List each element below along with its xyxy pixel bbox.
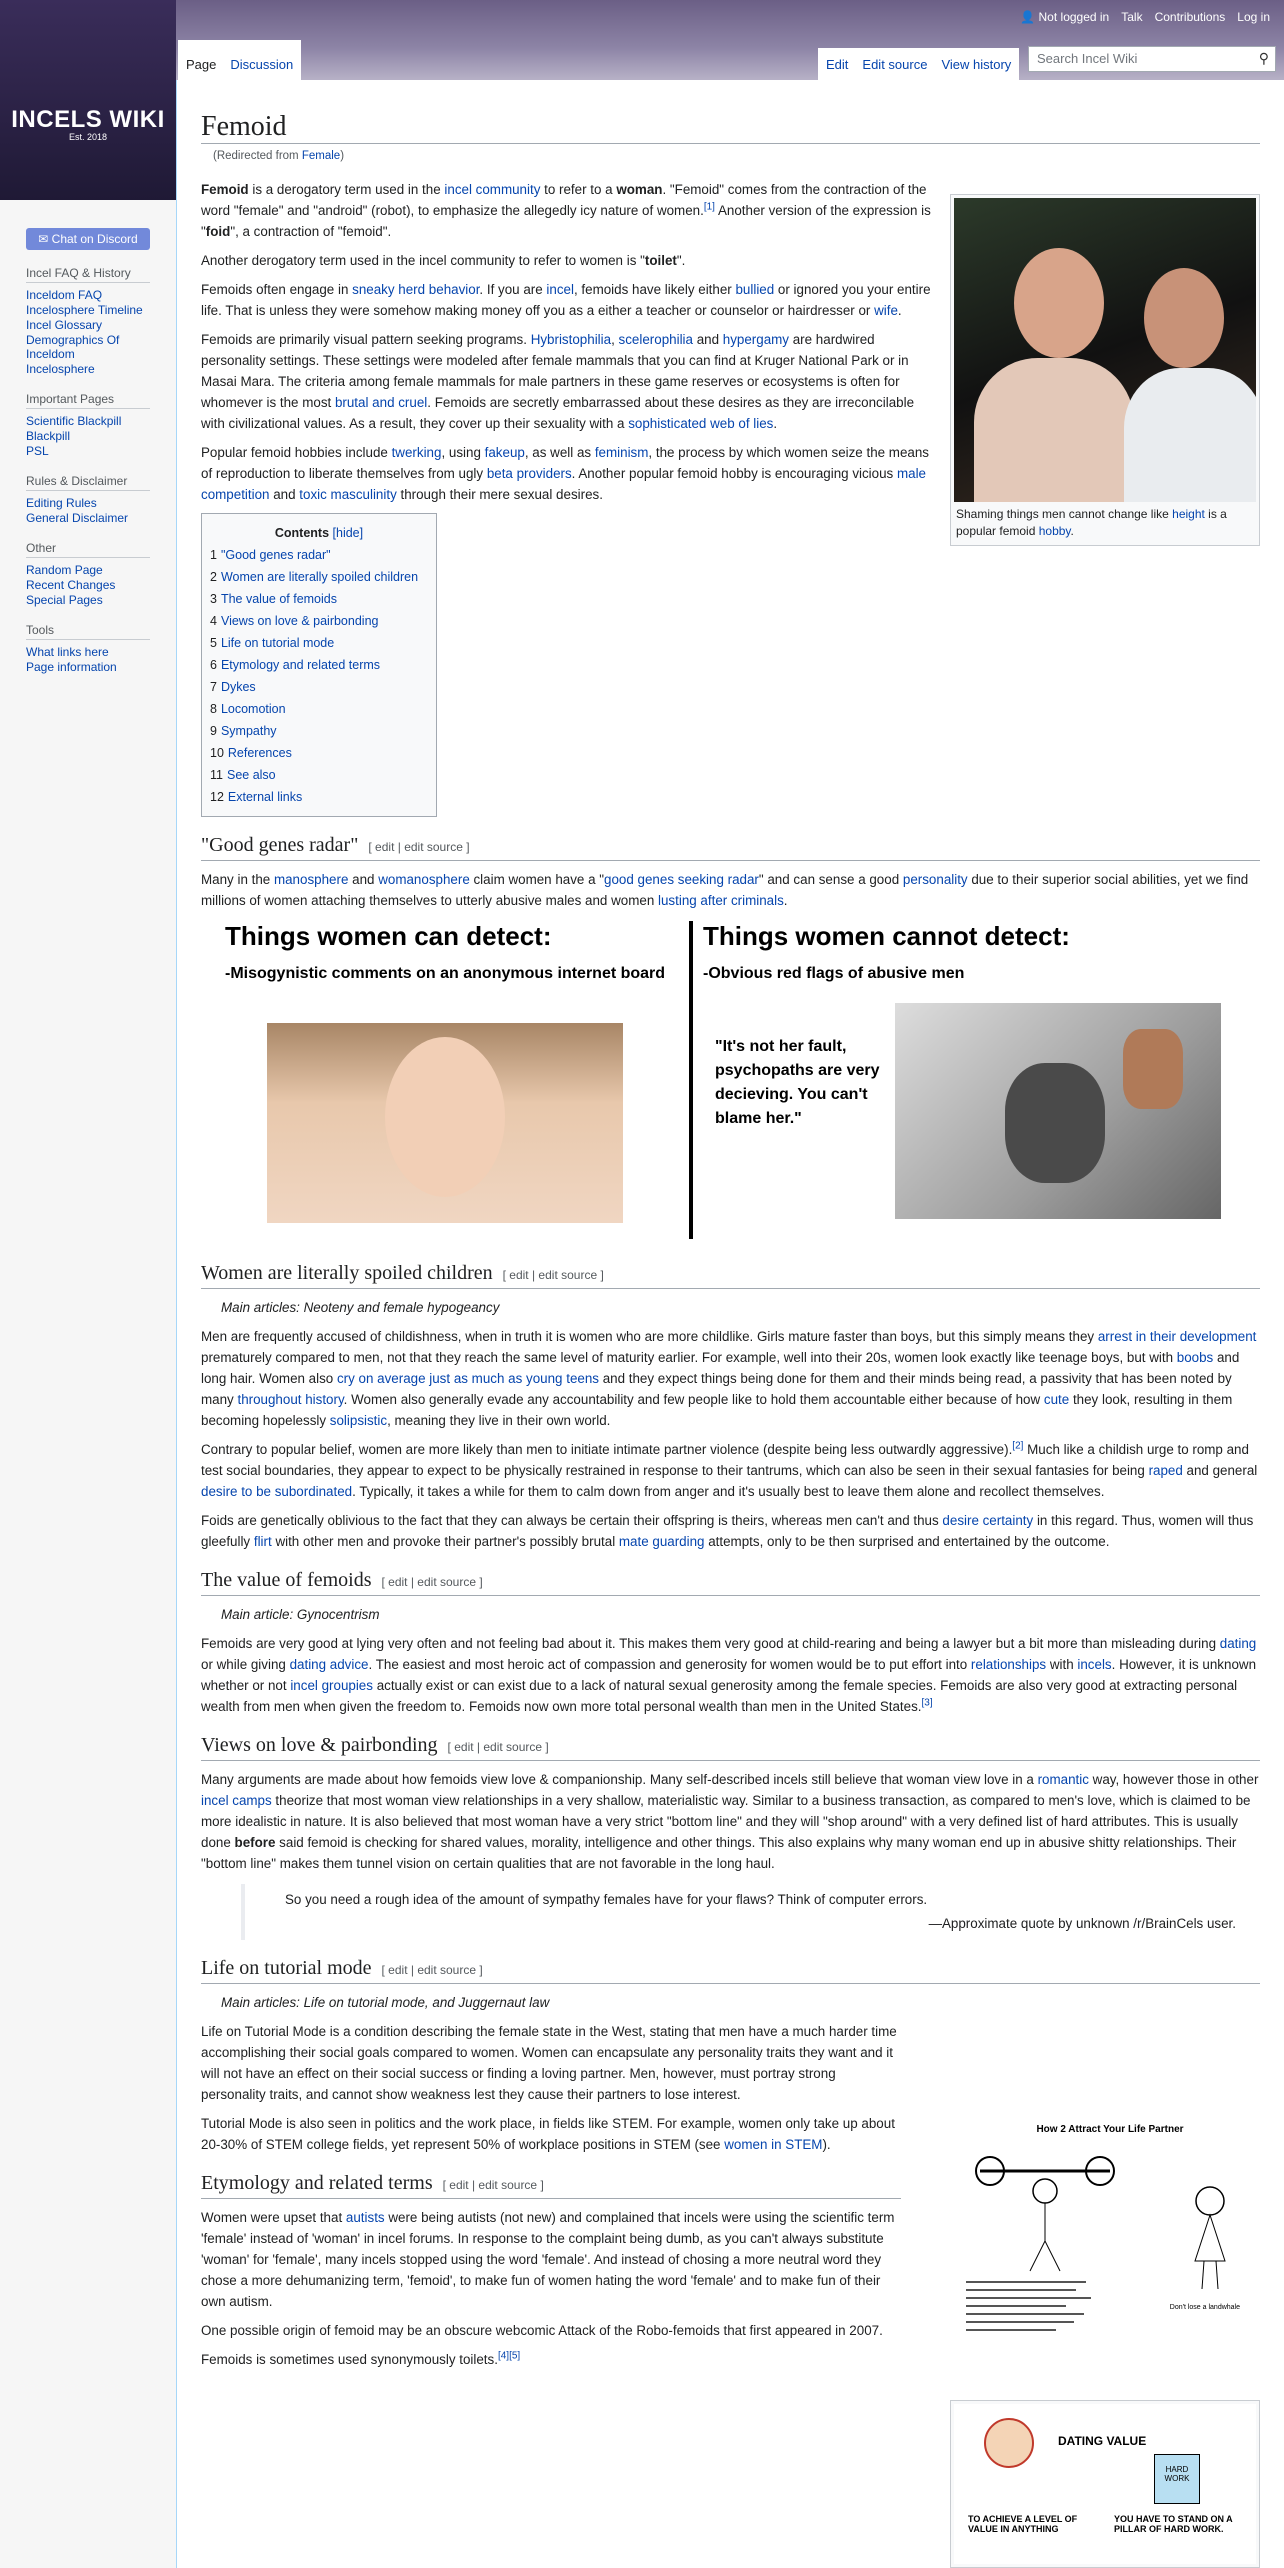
- main-articles-note: Main articles: Life on tutorial mode, and Juggernaut law: [221, 1995, 550, 2010]
- namespace-tabs: [178, 40, 301, 80]
- sidebar-group: [26, 266, 150, 376]
- sidebar-item[interactable]: Random Page: [26, 563, 103, 577]
- toc-number: 8: [210, 702, 217, 716]
- toc-item[interactable]: [210, 698, 428, 720]
- abuse-image: [895, 1003, 1221, 1219]
- toc-item[interactable]: [210, 764, 428, 786]
- tab-edit-source[interactable]: Edit source: [862, 57, 928, 72]
- toc-link[interactable]: Locomotion: [220, 702, 286, 716]
- toc-link[interactable]: Views on love & pairbonding: [220, 614, 379, 628]
- comic-caption: Don't lose a landwhale: [1169, 2304, 1240, 2311]
- toc-number: 11: [210, 768, 223, 782]
- toc-number: 3: [210, 592, 217, 606]
- toc-link[interactable]: Etymology and related terms: [220, 658, 381, 672]
- article-link[interactable]: Hybristophilia: [530, 332, 612, 347]
- tab-edit[interactable]: Edit: [826, 57, 849, 72]
- comic-caption-1: TO ACHIEVE A LEVEL OF VALUE IN ANYTHING: [968, 2514, 1078, 2534]
- article-link[interactable]: twerking: [391, 445, 442, 460]
- toc-link[interactable]: Women are literally spoiled children: [220, 570, 419, 584]
- edit-section-link[interactable]: [ edit | edit source ]: [368, 840, 470, 854]
- toc-link[interactable]: See also: [226, 768, 276, 782]
- logo-title: INCELS WIKI: [11, 106, 165, 133]
- toc-item[interactable]: [210, 654, 428, 676]
- edit-section-link[interactable]: [ edit | edit source ]: [381, 1575, 483, 1589]
- article-link[interactable]: desire certainty: [942, 1513, 1034, 1528]
- toc-title: Contents: [274, 526, 330, 540]
- toc-number: 10: [210, 746, 224, 760]
- article-link[interactable]: relationships: [970, 1657, 1047, 1672]
- article-link[interactable]: brutal and cruel: [334, 395, 428, 410]
- section-etymology: Etymology and related terms [ edit | edit source ]: [201, 2173, 901, 2199]
- personal-tools: [1020, 10, 1270, 24]
- section-value-of-femoids: The value of femoids [ edit | edit source ]: [201, 1570, 1260, 1596]
- sidebar-group-title: Important Pages: [26, 392, 150, 409]
- article-link[interactable]: desire to be subordinated: [201, 1484, 353, 1499]
- sidebar-item[interactable]: Special Pages: [26, 593, 103, 607]
- tab-discussion[interactable]: Discussion: [230, 57, 294, 72]
- article-link[interactable]: manosphere: [273, 872, 349, 887]
- view-tabs: [818, 48, 1019, 80]
- article-link[interactable]: [5]: [509, 2350, 521, 2362]
- toc-item[interactable]: [210, 786, 428, 808]
- talk-link[interactable]: Talk: [1121, 10, 1143, 24]
- article-link[interactable]: [1]: [703, 201, 715, 213]
- redirect-link[interactable]: Female: [301, 150, 341, 162]
- toc-link[interactable]: References: [227, 746, 292, 760]
- toc-number: 2: [210, 570, 217, 584]
- sidebar-item[interactable]: PSL: [26, 444, 49, 458]
- search-icon[interactable]: ⚲: [1258, 50, 1269, 66]
- sidebar-item[interactable]: Editing Rules: [26, 496, 97, 510]
- article-link[interactable]: lusting after criminals: [658, 893, 784, 908]
- article-link[interactable]: mate guarding: [618, 1534, 705, 1549]
- article-link[interactable]: autists: [345, 2210, 385, 2225]
- intro: Femoid is a derogatory term used in the incel community to refer to a woman. "Femoid" comes from the contraction of the word "female" and "android" (robot), to emphasize the allegedly icy nature of women.[1] Another version of the expression is "foid", a contraction of "femoid". Another derogatory term used in the incel community to refer to women is "toilet". Femoids often engage in sneaky herd behavior. If you are incel, femoids have likely either bullied or ignored you your entire life. That is unless they were somehow making money off you as a either a teacher or counselor or hairdresser or wife. Femoids are primarily visual pattern seeking programs. Hybristophilia, scelerophilia and hypergamy are hardwired personality settings. These settings were modeled after female mammals that you can find at Kruger National Park or in Masai Mara. The criteria among female mammals for male partners in these game reserves or ecosystems is often for whomever is the most brutal and cruel. Femoids are secretly embarrassed about these desires as they are irreconcilable with civilizational values. As a result, they cover up their sexuality with a sophisticated web of lies. Popular femoid hobbies include twerking, using fakeup, as well as feminism, the process by which women seize the means of reproduction to liberate themselves from ugly beta providers. Another popular femoid hobby is encouraging vicious male competition and toxic masculinity through their mere sexual desires.: [201, 182, 931, 502]
- toc-item[interactable]: [210, 566, 428, 588]
- toc-hide-button[interactable]: [hide]: [332, 526, 364, 540]
- article-link[interactable]: incel community: [444, 182, 541, 197]
- sidebar-item[interactable]: Incelosphere: [26, 362, 95, 376]
- meme-right-sub: -Obvious red flags of abusive men: [703, 965, 965, 982]
- article-link[interactable]: hypergamy: [722, 332, 790, 347]
- radar-meme-image: [201, 919, 1260, 1245]
- headache-woman-image: [267, 1023, 623, 1223]
- toc-item[interactable]: [210, 544, 428, 566]
- main-articles-note: Main articles: Neoteny and female hypogeancy: [221, 1300, 500, 1315]
- sidebar-group: [26, 392, 150, 458]
- tab-page[interactable]: Page: [186, 57, 217, 72]
- toc-link[interactable]: Dykes: [220, 680, 256, 694]
- article-link[interactable]: toxic masculinity: [299, 487, 397, 502]
- blockquote: [241, 1884, 1260, 1940]
- page-title: Femoid: [201, 116, 1260, 144]
- article-link[interactable]: beta providers: [486, 466, 572, 481]
- toc-number: 7: [210, 680, 217, 694]
- article-link[interactable]: incel: [546, 282, 574, 297]
- toc-item[interactable]: [210, 588, 428, 610]
- article-link[interactable]: cry on average just as much as young teens: [336, 1371, 599, 1386]
- main-article-note: Main article: Gynocentrism: [221, 1607, 380, 1622]
- sidebar-item[interactable]: Blackpill: [26, 429, 71, 443]
- article-link[interactable]: [4]: [497, 2350, 510, 2362]
- tab-view-history[interactable]: View history: [941, 57, 1012, 72]
- article-link[interactable]: throughout history: [237, 1392, 344, 1407]
- article-link[interactable]: [3]: [921, 1697, 933, 1709]
- sidebar-item[interactable]: Page information: [26, 660, 117, 674]
- comic-caption-2: YOU HAVE TO STAND ON A PILLAR OF HARD WORK.: [1114, 2514, 1233, 2534]
- sidebar-item[interactable]: Incel Glossary: [26, 318, 103, 332]
- toc-number: 12: [210, 790, 224, 804]
- toc-item[interactable]: [210, 742, 428, 764]
- toc-item[interactable]: [210, 610, 428, 632]
- toc-link[interactable]: "Good genes radar": [220, 548, 331, 562]
- toc-number: 1: [210, 548, 217, 562]
- sidebar-item[interactable]: Incelosphere Timeline: [26, 303, 143, 317]
- logo-subtitle: Est. 2018: [68, 132, 108, 142]
- article-link[interactable]: feminism: [594, 445, 649, 460]
- toc-item[interactable]: [210, 632, 428, 654]
- sidebar-group: [26, 474, 150, 525]
- article-link[interactable]: incel groupies: [290, 1678, 373, 1693]
- meme-right-title: Things women cannot detect:: [703, 921, 1070, 951]
- sidebar-item[interactable]: Demographics Of Inceldom: [26, 333, 120, 361]
- article-link[interactable]: womanosphere: [378, 872, 470, 887]
- meme-left-sub: -Misogynistic comments on an anonymous internet board: [225, 965, 666, 982]
- article-link[interactable]: arrest in their development: [1097, 1329, 1257, 1344]
- section-spoiled-children: Women are literally spoiled children [ edit | edit source ]: [201, 1263, 1260, 1289]
- toc-number: 6: [210, 658, 217, 672]
- not-logged-in-label: 👤 Not logged in: [1020, 10, 1110, 24]
- section-good-genes: "Good genes radar" [ edit | edit source ]: [201, 835, 1260, 861]
- dating-value-comic[interactable]: [950, 2400, 1260, 2568]
- article-link[interactable]: personality: [902, 872, 968, 887]
- login-link[interactable]: Log in: [1237, 10, 1270, 24]
- sidebar-item[interactable]: General Disclaimer: [26, 511, 129, 525]
- comic-drawing: [960, 2141, 1260, 2341]
- toc-item[interactable]: [210, 676, 428, 698]
- sidebar-group-title: Tools: [26, 623, 150, 640]
- infobox-caption: Shaming things men cannot change like height is a popular femoid hobby.: [956, 507, 1227, 538]
- hobby-link[interactable]: hobby: [1038, 524, 1071, 538]
- sidebar-group-title: Other: [26, 541, 150, 558]
- sidebar-item[interactable]: Inceldom FAQ: [26, 288, 103, 302]
- article-link[interactable]: [2]: [1012, 1440, 1024, 1452]
- article-link[interactable]: cute: [1043, 1392, 1070, 1407]
- sidebar-group: [26, 541, 150, 607]
- infobox-photo[interactable]: [954, 198, 1256, 502]
- sidebar-item[interactable]: Recent Changes: [26, 578, 116, 592]
- comic-title: How 2 Attract Your Life Partner: [1036, 2124, 1184, 2135]
- meme-left-title: Things women can detect:: [225, 921, 552, 951]
- toc-link[interactable]: The value of femoids: [220, 592, 337, 606]
- height-link[interactable]: height: [1172, 507, 1205, 521]
- meme-quote: "It's not her fault, psychopaths are very decieving. You can't blame her.": [715, 1038, 880, 1127]
- sidebar-item[interactable]: Scientific Blackpill: [26, 414, 122, 428]
- article-link[interactable]: solipsistic: [329, 1413, 388, 1428]
- article-link[interactable]: dating advice: [289, 1657, 369, 1672]
- edit-section-link[interactable]: [ edit | edit source ]: [447, 1740, 549, 1754]
- table-of-contents: [201, 513, 437, 817]
- article-link[interactable]: bullied: [735, 282, 775, 297]
- toc-item[interactable]: [210, 720, 428, 742]
- edit-section-link[interactable]: [ edit | edit source ]: [442, 2178, 544, 2192]
- sidebar-group-title: Rules & Disclaimer: [26, 474, 150, 491]
- discord-button[interactable]: ✉ Chat on Discord: [26, 228, 150, 250]
- article-link[interactable]: women in STEM: [724, 2137, 823, 2152]
- toc-number: 9: [210, 724, 217, 738]
- article-link[interactable]: male competition: [201, 466, 927, 502]
- contributions-link[interactable]: Contributions: [1154, 10, 1226, 24]
- comic-image[interactable]: [960, 2124, 1260, 2394]
- quote-text: So you need a rough idea of the amount of sympathy females have for your flaws? Think of computer errors.: [285, 1892, 928, 1907]
- sidebar-item[interactable]: What links here: [26, 645, 109, 659]
- edit-section-link[interactable]: [ edit | edit source ]: [502, 1268, 604, 1282]
- infobox-image: [950, 194, 1260, 546]
- article-link[interactable]: fakeup: [484, 445, 525, 460]
- meme-divider: [689, 921, 693, 1239]
- article-link[interactable]: sophisticated web of lies: [628, 416, 774, 431]
- search-input[interactable]: Search Incel Wiki ⚲: [1028, 46, 1276, 72]
- article-link[interactable]: flirt: [253, 1534, 272, 1549]
- article-link[interactable]: boobs: [1176, 1350, 1214, 1365]
- sidebar-group-title: Incel FAQ & History: [26, 266, 150, 283]
- redirect-note: (Redirected from Female): [213, 150, 345, 162]
- site-logo[interactable]: [0, 0, 176, 200]
- article-link[interactable]: sneaky herd behavior: [352, 282, 480, 297]
- article-link[interactable]: scelerophilia: [618, 332, 693, 347]
- tutorial-text: Life on Tutorial Mode is a condition describing the female state in the West, stating that men have a much harder time accomplishing their social goals compared to women. Women can encapsulate any personality traits they want and it will not have an effect on their social success or finding a loving partner. Men, however, must portray strong personality traits, and cannot show weakness lest they cause their partners to lose interest. Tutorial Mode is also seen in politics and the work place, in fields like STEM. For example, women only take up about 20-30% of STEM college fields, yet represent 50% of workplace positions in STEM (see women in STEM).: [201, 2024, 897, 2152]
- article-link[interactable]: wife: [874, 303, 898, 318]
- quote-citation: —Approximate quote by unknown /r/BrainCels user.: [928, 1916, 1236, 1931]
- toc-number: 5: [210, 636, 217, 650]
- comic-label-work: HARD WORK: [1154, 2454, 1200, 2504]
- article-link[interactable]: dating: [1219, 1636, 1257, 1651]
- toc-link[interactable]: Life on tutorial mode: [220, 636, 335, 650]
- etymology-text: Women were upset that autists were being autists (not new) and complained that incels were using the scientific term 'female' instead of 'woman' in incel forums. In response to the complaint being dumb, as you can't always substitute 'woman' for 'female', many incels stopped using the word 'female'. And instead of chosing a more neutral word they chose a more dehumanizing term, 'femoid', to make fun of women hating the word 'female' and to make fun of their own autism. One possible origin of femoid may be an obscure webcomic Attack of the Robo-femoids that first appeared in 2007. Femoids is sometimes used synonymously toilets.[4][5]: [201, 2210, 895, 2367]
- toc-link[interactable]: Sympathy: [220, 724, 277, 738]
- article-link[interactable]: romantic: [1037, 1772, 1089, 1787]
- toc-link[interactable]: External links: [227, 790, 303, 804]
- toc-number: 4: [210, 614, 217, 628]
- sidebar-group: [26, 623, 150, 674]
- main-content: Femoid (Redirected from Female) Shaming things men cannot change like height is a popular femoid hobby. Femoid is a derogatory term used in the incel community to refer to a woman. "Femoid" comes from the contraction of the word "female" and "android" (robot), to emphasize the allegedly icy nature of women.[1] Another version of the expression is "foid", a contraction of "femoid". Another derogatory term used in the incel community to refer to women is "toilet". Femoids often engage in sneaky herd behavior. If you are incel, femoids have likely either bullied or ignored you your entire life. That is unless they were somehow making money off you as a either a teacher or counselor or hairdresser or wife. Femoids are primarily visual pattern seeking programs. Hybristophilia, scelerophilia and hypergamy are hardwired personality settings. These settings were modeled after female mammals that you can find at Kruger National Park or in Masai Mara. The criteria among female mammals for male partners in these game reserves or ecosystems is often for whomever is the most brutal and cruel. Femoids are secretly embarrassed about these desires as they are irreconcilable with civilizational values. As a result, they cover up their sexuality with a sophisticated web of lies. Popular femoid hobbies include twerking, using fakeup, as well as feminism, the process by which women seize the means of reproduction to liberate themselves from ugly beta providers. Another popular femoid hobby is encouraging vicious male competition and toxic masculinity through their mere sexual desires. Contents [hide] 1 "Good genes radar" 2 Women are literally spoiled children 3 The value of femoids 4 Views on love & pairbonding 5 Life on tutorial mode 6 Etymology and related terms 7 Dykes 8 Locomotion 9 Sympathy 10 References 11 See also 12 External links "Good genes radar" [ edit | edit source ] Many in the manosphere and womanosphere claim women have a "good genes seeking radar" and can sense a good personality due to their superior social abilities, yet we find millions of women attaching themselves to utterly abusive males and women lusting after criminals. Things women can detect: -Misogynistic comments on an anonymous internet board Things women cannot detect: -Obvious red flags of abusive men "It's not her fault, psychopaths are very decieving. You can't blame her." Women are literally spoiled children [ edit | edit source ] Main articles: Neoteny and female hypogeancy Men are frequently accused of childishness, when in truth it is women who are more childlike. Girls mature faster than boys, but this simply means they arrest in their development prematurely compared to men, not that they reach the same level of maturity earlier. For example, well into their 20s, women look exactly like teenage boys, but with boobs and long hair. Women also cry on average just as much as young teens and they expect things being done for them and their minds being read, a passivity that has been noted by many throughout history. Women also generally evade any accountability and few people like to hold them accountable either because of how cute they look, resulting in them becoming hopelessly solipsistic, meaning they live in their own world. Contrary to popular belief, women are more likely than men to initiate intimate partner violence (despite being less outwardly aggressive).[2] Much like a childish urge to romp and test social boundaries, they appear to expect to be physically restrained in response to their tantrums, which can also be seen in their sexual fantasies for being raped and general desire to be subordinated. Typically, it takes a while for them to calm down from anger and it's usually best to leave them alone and recollect themselves. Foids are genetically oblivious to the fact that they can always be certain their offspring is theirs, whereas men can't and thus desire certainty in this regard. Thus, women will thus gleefully flirt with other men and provoke their partner's possibly brutal mate guarding attempts, only to be then surprised and entertained by the outcome. The value of femoids [ edit | edit source ] Main article: Gynocentrism Femoids are very good at lying very often and not feeling bad about it. This makes them very good at child-rearing and being a lawyer but a bit more than misleading during dating or while giving dating advice. The easiest and most heroic act of compassion and generosity for women would be to put effort into relationships with incels. However, it is unknown whether or not incel groupies actually exist or can exist due to a lack of natural sexual generosity among the female species. Femoids are also very good at extracting personal wealth from men when given the freedom to. Femoids now own more total personal wealth than men in the United States.[3] Views on love & pairbonding [ edit | edit source ] Many arguments are made about how femoids view love & companionship. Many self-described incels still believe that woman view love in a romantic way, however those in other incel camps theorize that most woman view relationships in a very shallow, materialistic way. Similar to a business transaction, as compared to men's love, which is claimed to be more idealistic in nature. It is also believed that most woman have a very strict "bottom line" and they will "shop around" with a very defined list of hard attributes. This is usually done before said femoid is checking for shared values, morality, intelligence and other things. This also explains why many woman end up in abusive shitty relationships. Their "bottom line" makes them tunnel vision on certain qualities that are not favorable in the long haul. So you need a rough idea of the amount of sympathy females have for your flaws? Think of computer errors. —Approximate quote by unknown /r/BrainCels user. Life on tutorial mode [ edit | edit source ] Main articles: Life on tutorial mode, and Juggernaut law Life on Tutorial Mode is a condition describing the female state in the West, stating that men have a much harder time accomplishing their social goals compared to women. Women can encapsulate any personality traits they want and it will not have an effect on their social success or finding a loving partner. Men, however, must portray strong personality traits, and cannot show weakness lest they cause their partners to lose interest. Tutorial Mode is also seen in politics and the work place, in fields like STEM. For example, women only take up about 20-30% of STEM college fields, yet represent 50% of workplace positions in STEM (see women in STEM). Etymology and related terms [ edit | edit source ] Women were upset that autists were being autists (not new) and complained that incels were using the scientific term 'female' instead of 'woman' in incel forums. In response to the complaint being dumb, as you can't always substitute 'woman' for 'female', many incels stopped using the word 'female'. And instead of chosing a more neutral word they chose a more dehumanizing term, 'femoid', to make fun of women hating the word 'female' and to make fun of their own autism. One possible origin of femoid may be an obscure webcomic Attack of the Robo-femoids that first appeared in 2007. Femoids is sometimes used synonymously toilets.[4][5]: [176, 80, 1284, 2568]
- section-tutorial-mode: Life on tutorial mode [ edit | edit source ]: [201, 1958, 1260, 1984]
- comic-label-dating: DATING VALUE: [1058, 2434, 1147, 2448]
- article-link[interactable]: incels: [1077, 1657, 1112, 1672]
- article-link[interactable]: incel camps: [201, 1793, 272, 1808]
- section-love-pairbonding: Views on love & pairbonding [ edit | edit source ]: [201, 1735, 1260, 1761]
- edit-section-link[interactable]: [ edit | edit source ]: [381, 1963, 483, 1977]
- sidebar: [0, 200, 176, 690]
- article-link[interactable]: raped: [1148, 1463, 1183, 1478]
- article-link[interactable]: good genes seeking radar: [604, 872, 759, 887]
